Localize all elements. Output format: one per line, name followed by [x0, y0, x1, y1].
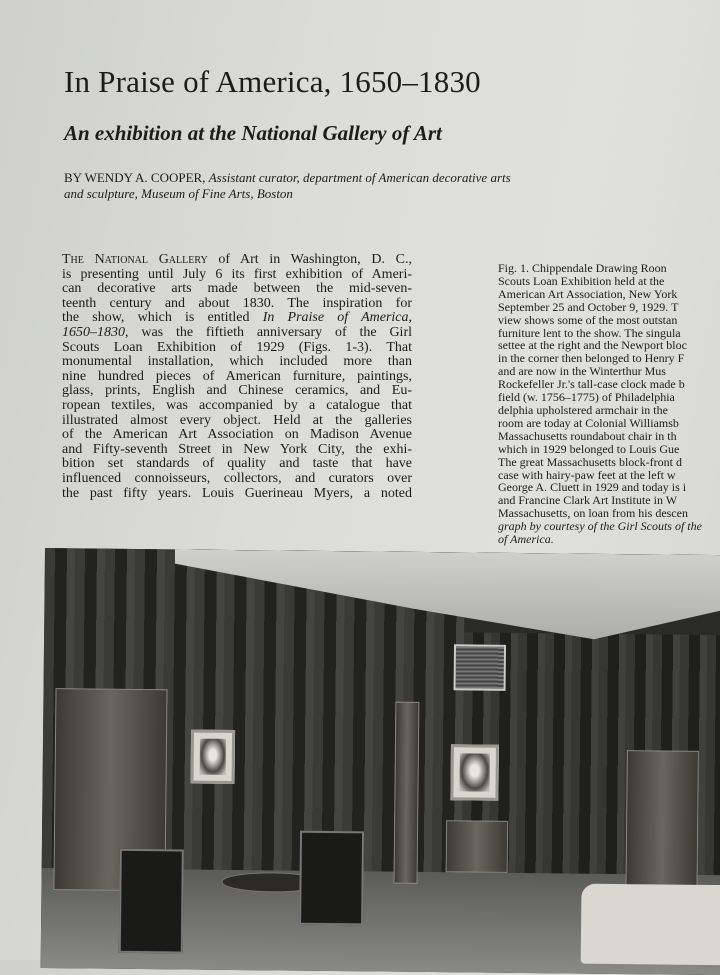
text-run: settee at the right and the Newport bloc: [498, 338, 687, 353]
text-run: room are today at Colonial Williamsb: [498, 415, 679, 430]
text-run: , was the fiftieth anniversary of the Girl: [125, 324, 412, 340]
byline: [64, 170, 584, 202]
article-body: [62, 253, 412, 501]
text-line: [62, 326, 412, 341]
small-caps-text: The National Gallery: [62, 252, 208, 267]
text-line: [62, 472, 412, 487]
italic-text: of America.: [498, 532, 554, 547]
text-run: Massachusetts, on loan from his descen: [498, 506, 688, 521]
text-run: and Fifty-seventh Street in New York City, the exhi-: [62, 441, 412, 457]
text-run: ropean textiles, was accompanied by a catalogue that: [62, 397, 412, 413]
text-run: Massachusetts roundabout chair in th: [498, 428, 677, 443]
byline-affiliation: Assistant curator, department of American decorative arts: [208, 170, 511, 185]
text-run: view shows some of the most outstan: [498, 312, 678, 327]
text-line: [62, 443, 412, 458]
italic-text: graph by courtesy of the Girl Scouts of the: [498, 519, 702, 534]
text-run: furniture lent to the show. The singula: [498, 325, 681, 340]
text-run: can decorative arts made between the mid-seven-: [62, 281, 412, 297]
text-line: [62, 399, 412, 414]
article-subtitle: An exhibition at the National Gallery of Art: [64, 121, 442, 145]
text-run: in the corner then belonged to Henry F: [498, 351, 685, 366]
text-run: of the American Art Association on Madison Avenue: [62, 427, 412, 443]
text-run: nine hundred pieces of American furniture, paintings,: [62, 368, 412, 384]
text-line: [62, 487, 412, 502]
text-run: the show, which is entitled: [62, 310, 263, 326]
text-run: and Francine Clark Art Institute in W: [498, 493, 678, 508]
wall-vent: [454, 644, 506, 691]
text-run: teenth century and about 1830. The inspiration for: [62, 295, 412, 311]
portrait-right: [450, 744, 499, 800]
text-line: [62, 341, 412, 356]
text-run: bition set standards of quality and taste that have: [62, 456, 412, 472]
text-run: glass, prints, English and Chinese ceramics, and Eu-: [62, 383, 412, 399]
text-run: monumental installation, which included more than: [62, 354, 412, 370]
text-line: [62, 268, 412, 283]
text-line: [62, 253, 412, 268]
italic-text: 1650–1830: [62, 324, 125, 340]
text-run: George A. Cluett in 1929 and today is i: [498, 480, 687, 495]
text-run: The great Massachusetts block-front d: [498, 454, 682, 469]
text-line: [62, 355, 412, 370]
byline-author: BY WENDY A. COOPER,: [64, 170, 206, 185]
text-run: Fig. 1. Chippendale Drawing Roon: [498, 261, 667, 275]
text-line: [62, 428, 412, 443]
text-run: September 25 and October 9, 1929. T: [498, 299, 679, 314]
side-chair: [119, 849, 184, 954]
text-run: influenced connoisseurs, collectors, and curators over: [62, 470, 412, 486]
text-run: the past fifty years. Louis Guerineau Myers, a noted: [62, 485, 412, 501]
byline-affiliation-cont: and sculpture, Museum of Fine Arts, Boston: [64, 186, 293, 201]
article-title: In Praise of America, 1650–1830: [64, 64, 481, 99]
text-run: Scouts Loan Exhibition held at the: [498, 273, 665, 288]
text-run: American Art Association, New York: [498, 286, 678, 301]
text-line: [62, 384, 412, 399]
text-line: [62, 457, 412, 472]
figure-1-photograph: [41, 548, 720, 975]
text-line: [62, 311, 412, 326]
high-chest: [625, 750, 699, 903]
text-run: field (w. 1756–1775) of Philadelphia: [498, 390, 675, 405]
text-run: case with hairy-paw feet at the left w: [498, 467, 676, 482]
text-run: Rockefeller Jr.'s tall-case clock made b: [498, 377, 685, 392]
text-line: [498, 533, 720, 546]
side-table: [446, 820, 509, 873]
text-line: [62, 282, 412, 297]
text-run: delphia upholstered armchair in the: [498, 402, 668, 417]
text-line: [62, 297, 412, 312]
armchair: [299, 831, 364, 926]
text-run: is presenting until July 6 its first exhibition of Ameri-: [62, 266, 412, 282]
text-run: of Art in Washington, D. C.,: [207, 252, 412, 267]
portrait-left: [191, 730, 236, 784]
text-run: and are now in the Winterthur Mus: [498, 364, 666, 379]
italic-text: In Praise of America,: [262, 310, 412, 326]
text-line: [62, 414, 412, 429]
settee: [581, 884, 720, 966]
text-run: illustrated almost every object. Held at the galleries: [62, 412, 412, 428]
tall-case-clock: [394, 702, 420, 884]
text-run: which in 1929 belonged to Louis Gue: [498, 441, 680, 456]
text-run: Scouts Loan Exhibition of 1929 (Figs. 1-3). That: [62, 339, 412, 355]
text-line: [62, 370, 412, 385]
figure-caption: [498, 262, 720, 546]
